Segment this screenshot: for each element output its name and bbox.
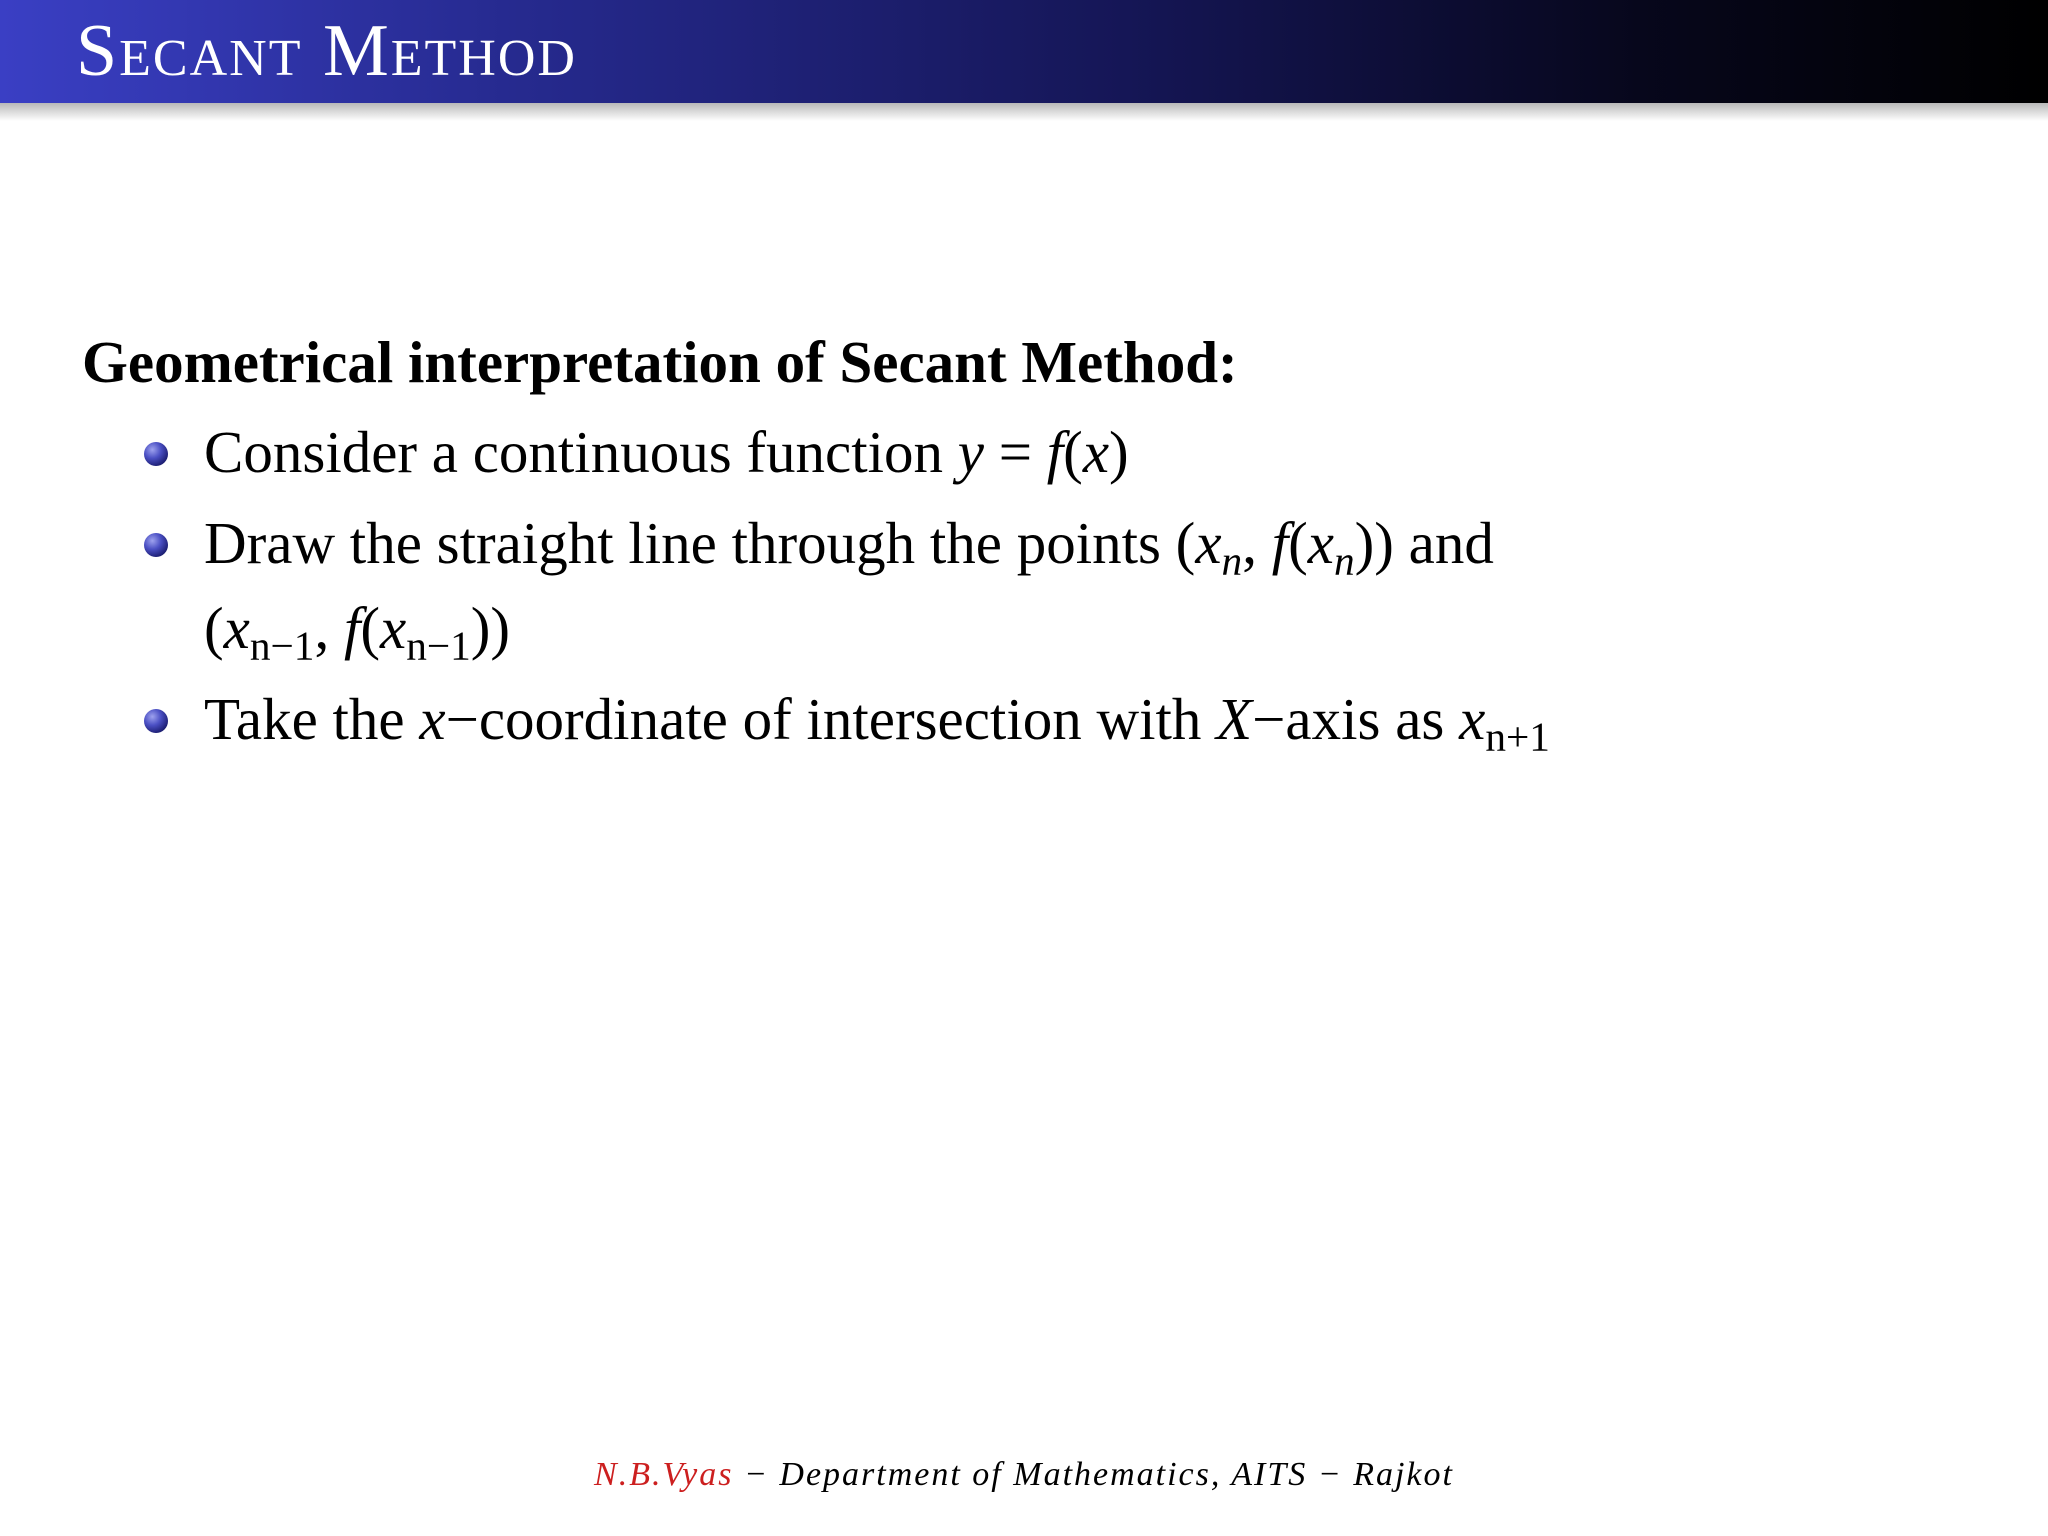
slide-content [82, 322, 1982, 768]
footer-affiliation: − Department of Mathematics, AITS − Rajkot [733, 1456, 1454, 1493]
footer-author: N.B.Vyas [594, 1456, 734, 1493]
math-sub-n-2: n [1333, 537, 1355, 584]
math-sub-n: n [1221, 537, 1243, 584]
math-equals: = [983, 419, 1047, 485]
math-sub-n-minus-1-2: n−1 [406, 622, 471, 669]
bullet-ball-icon [144, 709, 168, 733]
math-sub-n-minus-1: n−1 [249, 622, 315, 669]
math-x: x [1082, 419, 1109, 485]
bullet-ball-icon [144, 442, 168, 466]
math-x-n-minus-1-2: x [380, 595, 407, 661]
section-heading: Geometrical interpretation of Secant Method: [82, 329, 1238, 395]
bullet-3-after: −axis as [1252, 686, 1460, 752]
math-paren-close: ) [1109, 419, 1129, 485]
title-bar [0, 0, 2048, 103]
math-paren-open-3: ( [360, 595, 380, 661]
math-x-n: x [1195, 510, 1222, 576]
math-X: X [1216, 686, 1253, 752]
footer [0, 1456, 2048, 1494]
math-comma-2: , [314, 595, 344, 661]
math-paren-open-2: ( [204, 595, 224, 661]
math-paren-close-2: )) [470, 595, 511, 661]
bullet-1-text: Consider a continuous function [204, 419, 958, 485]
math-paren-open: ( [1288, 510, 1308, 576]
math-y: y [957, 419, 984, 485]
bullet-1-line [204, 410, 1982, 495]
title-bar-shadow [0, 103, 2048, 121]
math-paren-open: ( [1063, 419, 1083, 485]
bullet-item-3 [82, 677, 1982, 762]
slide-title: Secant Method [76, 10, 577, 92]
bullet-2-text: Draw the straight line through the points ( [204, 510, 1196, 576]
math-f: f [1046, 419, 1064, 485]
math-comma: , [1242, 510, 1272, 576]
math-x: x [419, 686, 446, 752]
bullet-item-2 [82, 501, 1982, 671]
bullet-3-line [204, 677, 1982, 762]
bullet-item-1 [82, 410, 1982, 495]
math-x-n-minus-1: x [223, 595, 250, 661]
math-x-n-2: x [1307, 510, 1334, 576]
bullet-2-line-2 [204, 586, 1982, 671]
math-x-n-plus-1: x [1459, 686, 1486, 752]
bullet-3-text: Take the [204, 686, 420, 752]
math-f-2: f [343, 595, 361, 661]
math-f: f [1271, 510, 1289, 576]
bullet-list [82, 410, 1982, 762]
math-sub-n-plus-1: n+1 [1485, 713, 1550, 760]
bullet-3-mid: −coordinate of intersection with [445, 686, 1217, 752]
bullet-2-end: )) and [1354, 510, 1494, 576]
bullet-2-line-1 [204, 501, 1982, 586]
bullet-ball-icon [144, 533, 168, 557]
